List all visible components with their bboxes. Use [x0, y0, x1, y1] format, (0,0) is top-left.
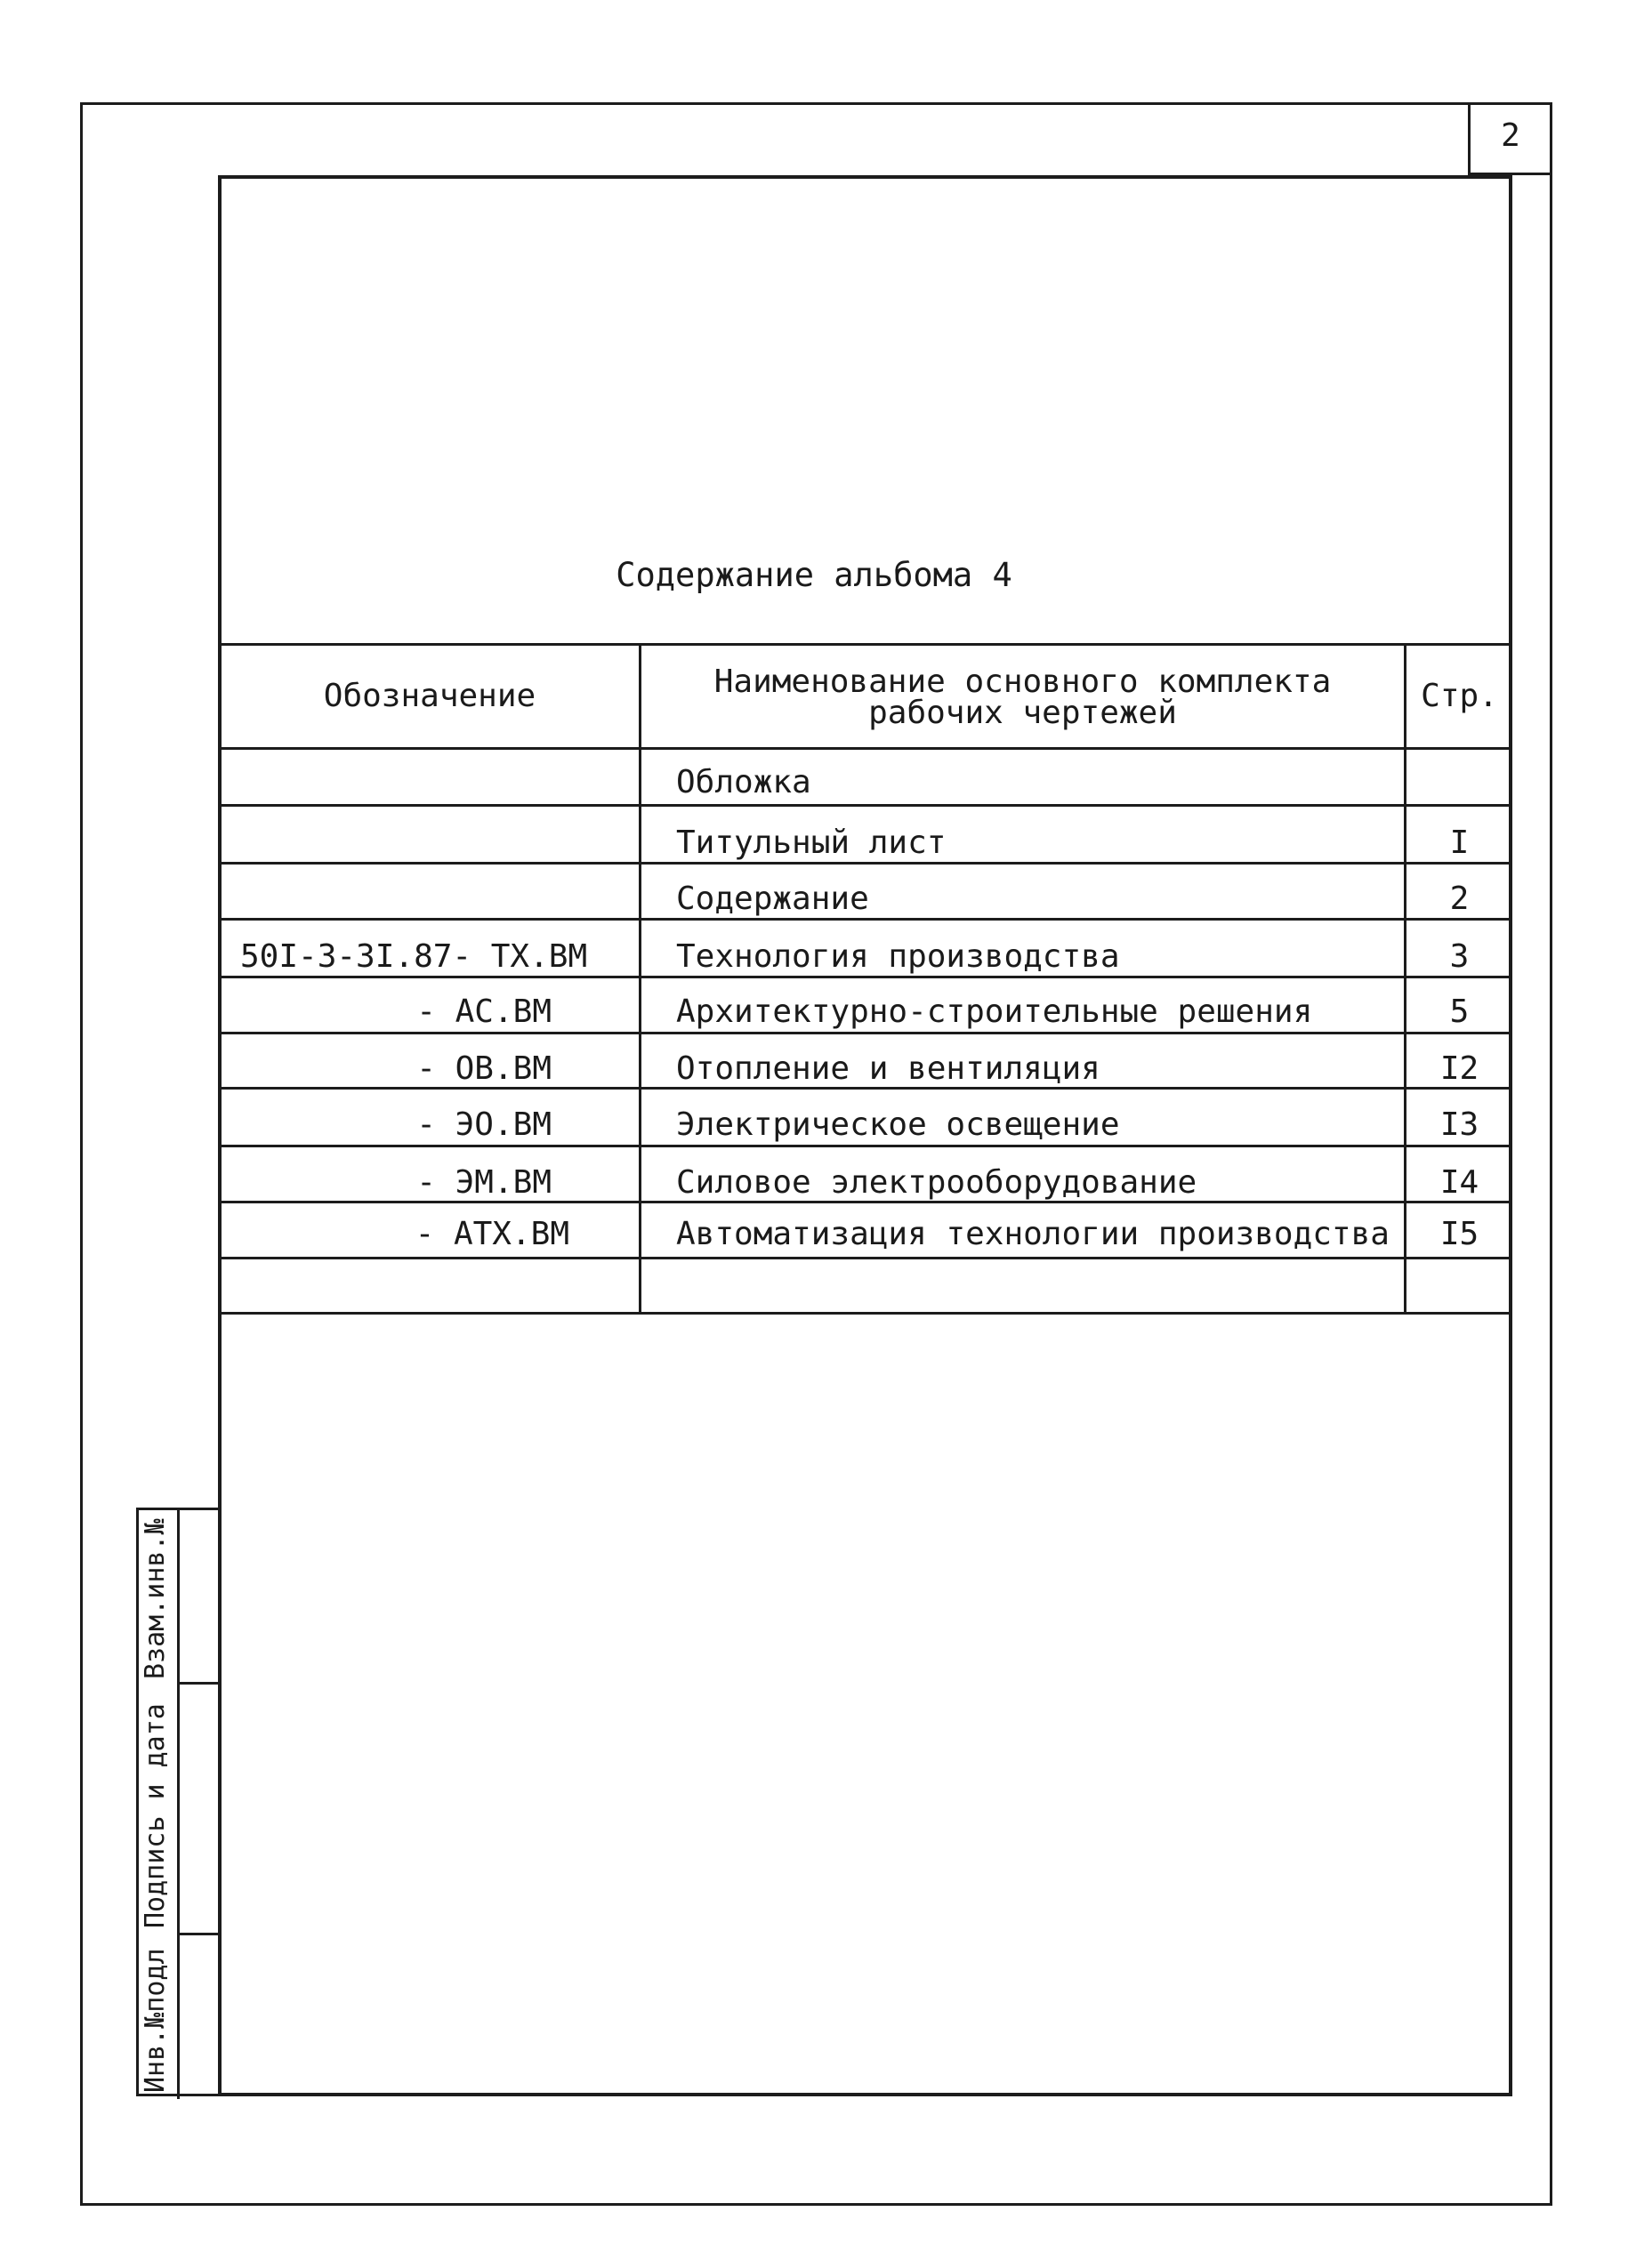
side-stamp-replaced-inv: Взам.инв.№ — [140, 1518, 171, 1679]
row-designation: - АТХ.ВМ — [415, 1216, 569, 1252]
page-number: 2 — [1501, 117, 1520, 154]
row-designation: - ЭМ.ВМ — [416, 1164, 552, 1201]
row-name: Архитектурно-строительные решения — [676, 993, 1313, 1030]
header-name-line1: Наименование основного комплекта — [713, 664, 1332, 700]
row-designation: 50I-3-3I.87- ТХ.ВМ — [240, 938, 588, 975]
row-designation: - ЭО.ВМ — [416, 1106, 552, 1143]
row-page: I4 — [1439, 1164, 1479, 1201]
row-name: Электрическое освещение — [676, 1106, 1120, 1143]
header-page: Стр. — [1421, 678, 1498, 714]
row-name: Автоматизация технологии производства — [676, 1216, 1390, 1252]
row-page: I — [1449, 824, 1470, 861]
page-title: Содержание альбома 4 — [616, 556, 1012, 594]
row-designation: - АС.ВМ — [416, 993, 552, 1030]
row-name: Отопление и вентиляция — [676, 1050, 1100, 1087]
row-page: I3 — [1439, 1106, 1479, 1143]
row-page: 3 — [1449, 938, 1470, 975]
header-designation: Обозначение — [323, 678, 536, 714]
side-stamp — [136, 1508, 222, 2096]
row-page: 5 — [1449, 993, 1470, 1030]
page-number-box — [1468, 102, 1552, 175]
row-name: Обложка — [676, 764, 811, 800]
row-name: Титульный лист — [676, 824, 947, 861]
side-stamp-inv-no: Инв.№подл — [140, 1948, 171, 2093]
side-stamp-signature-date: Подпись и дата — [140, 1703, 171, 1928]
row-name: Силовое электрооборудование — [676, 1164, 1197, 1201]
row-name: Технология производства — [676, 938, 1120, 975]
row-name: Содержание — [676, 881, 869, 917]
header-name-line2: рабочих чертежей — [868, 695, 1177, 731]
row-page: I5 — [1439, 1216, 1479, 1252]
row-designation: - ОВ.ВМ — [416, 1050, 552, 1087]
row-page: I2 — [1439, 1050, 1479, 1087]
row-page: 2 — [1449, 881, 1470, 917]
